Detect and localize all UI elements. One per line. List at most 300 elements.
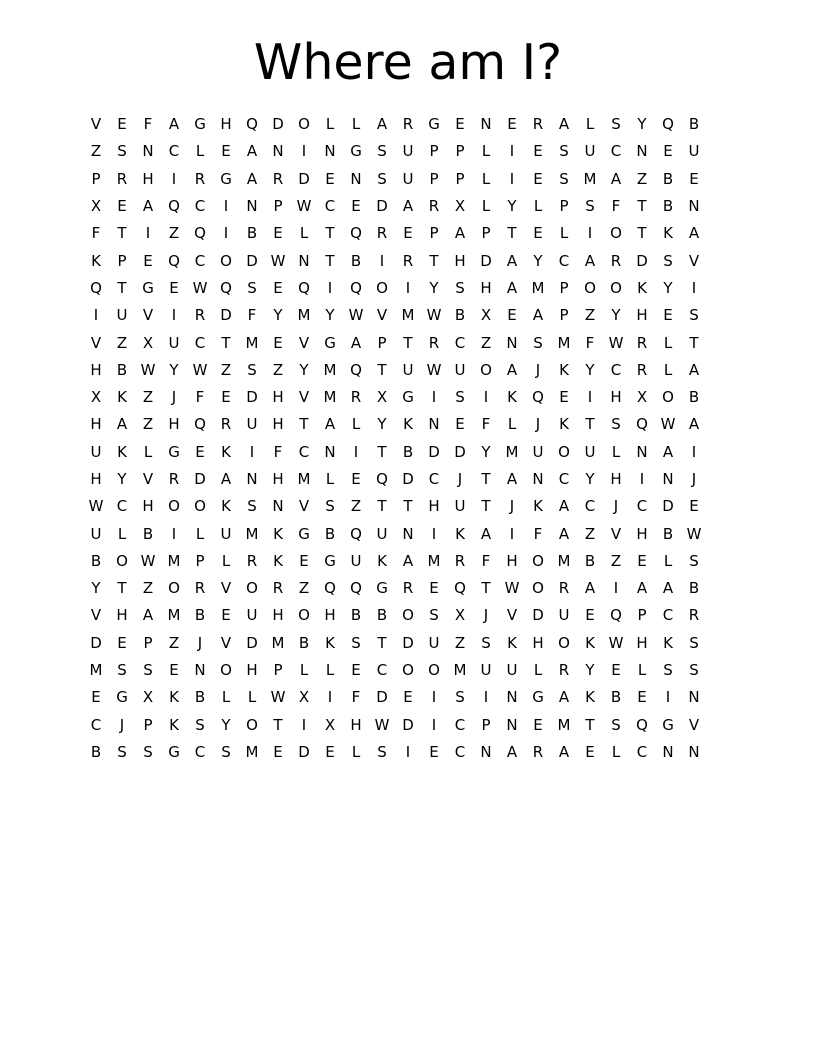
grid-letter: Z: [168, 633, 180, 652]
grid-letter: L: [299, 224, 309, 243]
grid-letter: C: [194, 742, 206, 761]
grid-letter: Q: [662, 115, 674, 134]
grid-letter: I: [431, 524, 437, 543]
grid-letter: G: [350, 142, 362, 161]
grid-letter: E: [429, 742, 439, 761]
grid-letter: V: [220, 633, 232, 652]
grid-letter: I: [431, 388, 437, 407]
grid-letter: R: [558, 579, 570, 598]
grid-row: [83, 657, 733, 684]
grid-row: [83, 548, 733, 575]
grid-letter: H: [272, 470, 284, 488]
grid-letter: I: [327, 688, 333, 707]
grid-letter: N: [428, 415, 440, 434]
grid-letter: H: [506, 551, 518, 570]
grid-letter: O: [610, 278, 622, 297]
grid-letter: R: [194, 169, 206, 188]
grid-letter: I: [483, 388, 489, 407]
grid-letter: M: [271, 633, 285, 652]
grid-letter: P: [559, 197, 569, 216]
grid-letter: V: [298, 388, 310, 407]
grid-letter: W: [296, 197, 312, 216]
grid-letter: B: [90, 742, 102, 761]
grid-letter: E: [117, 115, 127, 134]
grid-letter: S: [117, 742, 127, 761]
grid-letter: M: [297, 306, 311, 325]
grid-letter: E: [689, 497, 699, 516]
grid-letter: N: [298, 251, 310, 270]
grid-letter: O: [558, 633, 570, 652]
grid-letter: W: [192, 360, 208, 379]
grid-letter: K: [585, 633, 595, 652]
grid-letter: N: [246, 197, 258, 216]
grid-letter: N: [324, 442, 336, 461]
grid-letter: W: [374, 715, 390, 734]
grid-letter: V: [90, 115, 102, 134]
grid-letter: Y: [299, 360, 309, 379]
grid-letter: V: [506, 606, 518, 625]
grid-letter: L: [143, 442, 153, 461]
grid-letter: J: [119, 715, 125, 734]
grid-letter: P: [143, 633, 153, 652]
grid-letter: R: [610, 251, 622, 270]
grid-letter: P: [117, 251, 127, 270]
grid-letter: Q: [350, 224, 362, 243]
grid-letter: K: [663, 633, 673, 652]
grid-letter: R: [636, 360, 648, 379]
grid-letter: O: [168, 579, 180, 598]
grid-letter: L: [611, 742, 621, 761]
grid-letter: S: [247, 360, 257, 379]
grid-letter: R: [246, 551, 258, 570]
grid-letter: Y: [611, 306, 621, 325]
grid-letter: L: [533, 197, 543, 216]
grid-letter: P: [481, 224, 491, 243]
page-title: Where am I?: [253, 34, 563, 91]
grid-letter: D: [402, 715, 414, 734]
grid-letter: R: [402, 115, 414, 134]
grid-letter: A: [506, 360, 518, 379]
grid-row: [83, 111, 733, 138]
grid-letter: Z: [350, 497, 362, 516]
grid-letter: E: [221, 142, 231, 161]
grid-letter: U: [402, 360, 414, 379]
grid-letter: S: [533, 333, 543, 352]
grid-letter: G: [142, 278, 154, 297]
grid-letter: Z: [116, 333, 128, 352]
grid-letter: F: [481, 551, 491, 570]
grid-letter: E: [403, 224, 413, 243]
grid-letter: R: [272, 169, 284, 188]
grid-letter: T: [325, 224, 335, 243]
grid-letter: C: [636, 497, 648, 516]
grid-letter: S: [559, 169, 569, 188]
grid-letter: A: [610, 169, 622, 188]
grid-letter: S: [429, 606, 439, 625]
grid-letter: I: [223, 197, 229, 216]
grid-letter: I: [665, 688, 671, 707]
grid-letter: Q: [194, 224, 206, 243]
grid-letter: P: [195, 551, 205, 570]
grid-letter: Y: [663, 278, 673, 297]
grid-letter: T: [377, 442, 387, 461]
grid-letter: P: [481, 715, 491, 734]
grid-letter: L: [195, 142, 205, 161]
grid-letter: T: [403, 333, 413, 352]
grid-letter: D: [246, 633, 258, 652]
grid-letter: H: [90, 415, 102, 434]
grid-row: [83, 193, 733, 220]
grid-letter: E: [299, 551, 309, 570]
grid-letter: Z: [220, 360, 232, 379]
grid-letter: E: [507, 306, 517, 325]
grid-letter: E: [611, 661, 621, 680]
grid-letter: P: [455, 169, 465, 188]
grid-letter: W: [270, 251, 286, 270]
grid-letter: E: [533, 169, 543, 188]
grid-letter: H: [246, 661, 258, 680]
grid-letter: U: [584, 442, 596, 461]
grid-letter: R: [454, 551, 466, 570]
grid-letter: K: [273, 551, 283, 570]
grid-letter: E: [273, 224, 283, 243]
grid-letter: H: [272, 388, 284, 407]
grid-letter: A: [558, 742, 570, 761]
grid-letter: G: [168, 442, 180, 461]
grid-letter: T: [377, 497, 387, 516]
grid-letter: D: [272, 115, 284, 134]
grid-letter: N: [350, 169, 362, 188]
grid-letter: W: [88, 497, 104, 516]
grid-letter: C: [662, 606, 674, 625]
grid-letter: B: [584, 551, 596, 570]
grid-letter: A: [532, 306, 544, 325]
grid-letter: U: [506, 661, 518, 680]
grid-letter: L: [507, 415, 517, 434]
grid-letter: K: [325, 633, 335, 652]
grid-letter: D: [376, 197, 388, 216]
grid-letter: O: [610, 224, 622, 243]
grid-letter: J: [613, 497, 619, 516]
grid-letter: R: [402, 579, 414, 598]
grid-row: [83, 712, 733, 739]
grid-letter: R: [688, 606, 700, 625]
grid-letter: X: [636, 388, 648, 407]
grid-row: [83, 739, 733, 766]
grid-letter: L: [325, 470, 335, 488]
grid-letter: O: [298, 606, 310, 625]
grid-letter: R: [272, 579, 284, 598]
grid-letter: L: [325, 661, 335, 680]
grid-letter: K: [403, 415, 413, 434]
grid-letter: B: [350, 251, 362, 270]
grid-letter: P: [429, 142, 439, 161]
grid-letter: M: [245, 524, 259, 543]
grid-letter: L: [481, 142, 491, 161]
grid-letter: A: [558, 688, 570, 707]
grid-letter: R: [428, 333, 440, 352]
grid-letter: X: [142, 333, 154, 352]
grid-letter: E: [533, 715, 543, 734]
grid-letter: X: [298, 688, 310, 707]
grid-letter: U: [558, 606, 570, 625]
grid-letter: K: [559, 415, 569, 434]
grid-letter: A: [376, 115, 388, 134]
grid-letter: U: [90, 524, 102, 543]
grid-letter: R: [428, 197, 440, 216]
grid-letter: O: [194, 497, 206, 516]
grid-letter: U: [246, 415, 258, 434]
grid-letter: P: [273, 197, 283, 216]
grid-letter: T: [299, 415, 309, 434]
grid-letter: T: [273, 715, 283, 734]
grid-letter: A: [636, 579, 648, 598]
grid-letter: W: [140, 551, 156, 570]
grid-letter: D: [402, 470, 414, 488]
grid-letter: L: [585, 115, 595, 134]
grid-letter: D: [246, 251, 258, 270]
grid-letter: R: [636, 333, 648, 352]
grid-letter: V: [610, 524, 622, 543]
grid-letter: L: [247, 688, 257, 707]
grid-letter: D: [402, 633, 414, 652]
grid-letter: U: [532, 442, 544, 461]
grid-letter: I: [301, 142, 307, 161]
grid-letter: M: [557, 715, 571, 734]
grid-letter: C: [324, 197, 336, 216]
grid-letter: S: [377, 742, 387, 761]
grid-letter: S: [663, 661, 673, 680]
grid-letter: L: [195, 524, 205, 543]
grid-letter: R: [558, 661, 570, 680]
grid-letter: L: [481, 169, 491, 188]
grid-letter: H: [168, 415, 180, 434]
grid-letter: Z: [454, 633, 466, 652]
grid-letter: E: [117, 633, 127, 652]
grid-letter: Q: [350, 579, 362, 598]
grid-letter: W: [426, 306, 442, 325]
grid-letter: X: [480, 306, 492, 325]
grid-letter: M: [167, 551, 181, 570]
grid-letter: G: [220, 169, 232, 188]
grid-letter: E: [455, 115, 465, 134]
grid-letter: L: [481, 197, 491, 216]
grid-letter: S: [689, 306, 699, 325]
grid-letter: N: [246, 470, 258, 488]
grid-letter: S: [247, 497, 257, 516]
grid-row: [83, 575, 733, 602]
grid-letter: E: [221, 388, 231, 407]
grid-letter: T: [403, 497, 413, 516]
grid-row: [83, 138, 733, 165]
grid-letter: M: [427, 551, 441, 570]
grid-letter: W: [426, 360, 442, 379]
grid-letter: R: [220, 415, 232, 434]
grid-letter: L: [221, 688, 231, 707]
grid-letter: S: [325, 497, 335, 516]
grid-letter: L: [559, 224, 569, 243]
grid-letter: E: [637, 551, 647, 570]
grid-letter: O: [220, 251, 232, 270]
grid-letter: H: [636, 633, 648, 652]
grid-letter: P: [429, 224, 439, 243]
grid-letter: A: [116, 415, 128, 434]
grid-row: [83, 684, 733, 711]
grid-letter: T: [377, 633, 387, 652]
grid-letter: I: [353, 442, 359, 461]
grid-letter: T: [325, 251, 335, 270]
grid-letter: B: [194, 688, 206, 707]
grid-letter: E: [351, 661, 361, 680]
grid-letter: N: [272, 497, 284, 516]
grid-letter: F: [195, 388, 205, 407]
grid-letter: Y: [585, 470, 595, 488]
grid-letter: S: [455, 688, 465, 707]
grid-letter: X: [454, 197, 466, 216]
grid-letter: B: [116, 360, 128, 379]
grid-letter: D: [298, 169, 310, 188]
grid-letter: C: [558, 251, 570, 270]
grid-letter: E: [403, 688, 413, 707]
grid-letter: S: [481, 633, 491, 652]
grid-letter: T: [481, 470, 491, 488]
grid-letter: G: [116, 688, 128, 707]
grid-letter: L: [351, 742, 361, 761]
grid-letter: I: [249, 442, 255, 461]
grid-letter: G: [428, 115, 440, 134]
grid-letter: K: [507, 388, 517, 407]
grid-letter: N: [402, 524, 414, 543]
grid-letter: A: [506, 278, 518, 297]
grid-letter: P: [559, 278, 569, 297]
grid-row: [83, 275, 733, 302]
grid-letter: N: [194, 661, 206, 680]
grid-letter: V: [298, 497, 310, 516]
grid-letter: E: [273, 742, 283, 761]
grid-letter: A: [688, 360, 700, 379]
grid-letter: A: [506, 470, 518, 488]
grid-letter: W: [192, 278, 208, 297]
grid-letter: A: [220, 470, 232, 488]
grid-letter: P: [429, 169, 439, 188]
grid-letter: P: [143, 715, 153, 734]
grid-letter: N: [506, 688, 518, 707]
grid-letter: C: [194, 197, 206, 216]
grid-letter: B: [324, 524, 336, 543]
grid-letter: B: [402, 442, 414, 461]
grid-letter: T: [637, 197, 647, 216]
grid-letter: Z: [610, 551, 622, 570]
grid-letter: I: [509, 169, 515, 188]
grid-letter: H: [142, 497, 154, 516]
grid-letter: O: [558, 442, 570, 461]
grid-letter: R: [194, 579, 206, 598]
grid-letter: Q: [324, 579, 336, 598]
grid-letter: W: [608, 333, 624, 352]
grid-letter: Y: [481, 442, 491, 461]
grid-letter: T: [481, 579, 491, 598]
grid-letter: D: [220, 306, 232, 325]
grid-letter: M: [583, 169, 597, 188]
grid-letter: Q: [610, 606, 622, 625]
grid-letter: A: [246, 169, 258, 188]
grid-letter: E: [507, 115, 517, 134]
grid-letter: K: [169, 715, 179, 734]
grid-letter: N: [532, 470, 544, 488]
grid-letter: L: [663, 551, 673, 570]
grid-letter: O: [376, 278, 388, 297]
grid-row: [83, 357, 733, 384]
grid-letter: B: [350, 606, 362, 625]
grid-letter: B: [246, 224, 258, 243]
grid-row: [83, 247, 733, 274]
grid-row: [83, 384, 733, 411]
grid-letter: L: [611, 442, 621, 461]
grid-letter: C: [454, 715, 466, 734]
grid-letter: I: [93, 306, 99, 325]
grid-letter: R: [168, 470, 180, 488]
grid-letter: A: [584, 579, 596, 598]
grid-letter: Y: [533, 251, 543, 270]
grid-letter: M: [297, 470, 311, 488]
grid-letter: S: [455, 388, 465, 407]
grid-letter: V: [688, 251, 700, 270]
grid-letter: O: [246, 579, 258, 598]
grid-letter: D: [662, 497, 674, 516]
grid-letter: O: [428, 661, 440, 680]
grid-letter: S: [221, 742, 231, 761]
grid-letter: S: [689, 633, 699, 652]
grid-row: [83, 411, 733, 438]
grid-letter: A: [142, 606, 154, 625]
grid-letter: P: [377, 333, 387, 352]
grid-letter: B: [90, 551, 102, 570]
grid-letter: K: [507, 633, 517, 652]
grid-letter: T: [377, 360, 387, 379]
grid-letter: H: [610, 470, 622, 488]
grid-letter: S: [689, 661, 699, 680]
grid-letter: B: [298, 633, 310, 652]
grid-letter: M: [89, 661, 103, 680]
grid-letter: Q: [350, 524, 362, 543]
grid-letter: D: [194, 470, 206, 488]
grid-letter: M: [323, 388, 337, 407]
grid-letter: O: [116, 551, 128, 570]
grid-letter: K: [169, 688, 179, 707]
grid-letter: Y: [221, 715, 231, 734]
grid-letter: Q: [168, 251, 180, 270]
grid-letter: I: [145, 224, 151, 243]
grid-letter: F: [533, 524, 543, 543]
grid-letter: X: [90, 388, 102, 407]
grid-letter: A: [142, 197, 154, 216]
grid-letter: K: [377, 551, 387, 570]
grid-letter: C: [90, 715, 102, 734]
grid-letter: U: [168, 333, 180, 352]
grid-letter: T: [429, 251, 439, 270]
grid-letter: C: [454, 333, 466, 352]
grid-letter: C: [194, 333, 206, 352]
grid-letter: W: [348, 306, 364, 325]
grid-letter: M: [245, 742, 259, 761]
grid-letter: A: [454, 224, 466, 243]
grid-letter: K: [117, 388, 127, 407]
grid-letter: G: [532, 688, 544, 707]
grid-letter: Y: [91, 579, 101, 598]
grid-letter: O: [298, 115, 310, 134]
grid-letter: S: [143, 742, 153, 761]
grid-letter: I: [691, 278, 697, 297]
